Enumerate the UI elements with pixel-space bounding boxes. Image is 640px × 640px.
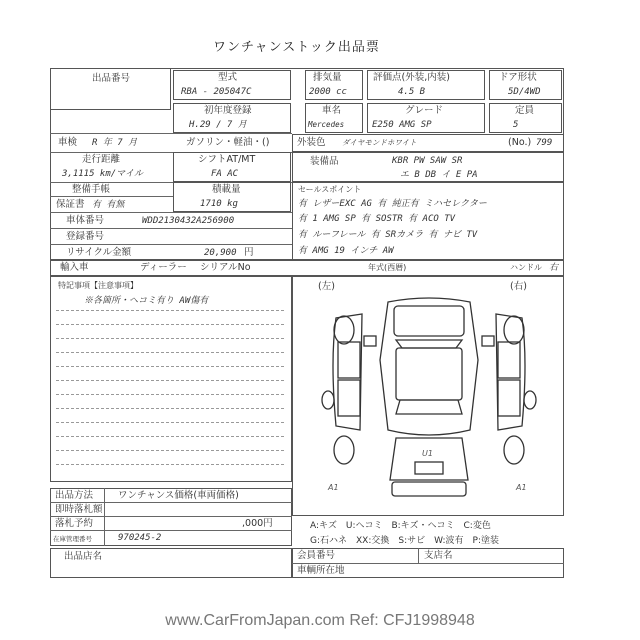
color-no-value: 799 bbox=[536, 138, 553, 148]
recycle-value: 20,900 bbox=[204, 248, 237, 258]
car-right-door-rear bbox=[498, 380, 520, 416]
handle-value: 右 bbox=[549, 263, 559, 273]
legend-line-1: A:キズ U:ヘコミ B:キズ・ヘコミ C:変色 bbox=[310, 521, 491, 531]
instant-row-divider bbox=[50, 516, 292, 517]
car-left-door-front bbox=[338, 342, 360, 378]
vin-label: 車体番号 bbox=[66, 215, 105, 226]
price-value: ,000円 bbox=[242, 518, 273, 529]
spare-wheel-left bbox=[322, 391, 334, 409]
lot-number-label: 出品番号 bbox=[92, 73, 131, 84]
vin-divider bbox=[50, 212, 292, 213]
serial-label: シリアルNo bbox=[200, 262, 251, 273]
wheel-rear-left bbox=[334, 436, 354, 464]
door-label: ドア形状 bbox=[499, 72, 537, 83]
car-right-door-front bbox=[498, 342, 520, 378]
registration-divider bbox=[50, 228, 292, 229]
spare-wheel-right bbox=[524, 391, 536, 409]
mileage-value: 3,1115 km/マイル bbox=[62, 169, 144, 179]
method-divider bbox=[104, 488, 105, 546]
location-label: 車輌所在地 bbox=[297, 565, 345, 576]
first-reg-value: H.29 / 7 月 bbox=[189, 120, 247, 130]
inspection-label: 車検 bbox=[58, 137, 78, 148]
color-label: 外装色 bbox=[297, 137, 326, 148]
shift-label: シフトAT/MT bbox=[198, 154, 256, 165]
method-value: ワンチャンス価格(車両価格) bbox=[118, 490, 239, 501]
registration-label: 登録番号 bbox=[66, 231, 105, 242]
year-label: 年式(西暦) bbox=[368, 263, 407, 272]
warranty-label: 保証書 bbox=[56, 199, 85, 210]
car-roof bbox=[396, 348, 462, 400]
sales-points-label: セールスポイント bbox=[298, 185, 362, 194]
member-col-divider bbox=[418, 548, 419, 563]
reserve-row-divider bbox=[50, 530, 292, 531]
method-row-divider bbox=[50, 502, 292, 503]
watermark: www.CarFromJapan.com Ref: CFJ1998948 bbox=[0, 602, 640, 640]
car-rear-bumper bbox=[392, 482, 466, 496]
wheel-rear-right bbox=[504, 436, 524, 464]
inspection-value: R 年 7 月 bbox=[92, 138, 138, 148]
car-hood bbox=[394, 306, 464, 336]
car-left-door-rear bbox=[338, 380, 360, 416]
car-windshield bbox=[396, 340, 462, 348]
model-label: 型式 bbox=[218, 72, 238, 83]
capacity-value: 5 bbox=[513, 120, 519, 130]
color-no-label: (No.) bbox=[508, 137, 532, 148]
capacity-label: 定員 bbox=[515, 105, 535, 116]
grade-label: グレード bbox=[405, 105, 444, 116]
mileage-label: 走行距離 bbox=[82, 154, 121, 165]
shop-label: 出品店名 bbox=[64, 551, 103, 562]
row3-divider bbox=[50, 133, 292, 134]
shift-value: FA AC bbox=[211, 169, 239, 179]
vin-value: WDD2130432A256900 bbox=[142, 216, 235, 226]
damage-mark: U1 bbox=[422, 449, 433, 458]
recycle-unit: 円 bbox=[244, 247, 254, 258]
stock-label: 在庫管理番号 bbox=[53, 535, 92, 543]
recycle-label: リサイクル金額 bbox=[66, 247, 132, 258]
damage-mark: A1 bbox=[516, 483, 527, 492]
member-row-divider bbox=[292, 563, 564, 564]
import-row bbox=[50, 260, 564, 276]
fuel-label: ガソリン・軽油・() bbox=[186, 137, 270, 148]
equipment-line1: KBR PW SAW SR bbox=[392, 156, 463, 166]
diagram-left-label: (左) bbox=[318, 281, 335, 292]
grade-value: E250 AMG SP bbox=[372, 120, 432, 130]
car-right-side bbox=[496, 314, 525, 430]
wheel-front-left bbox=[334, 316, 354, 344]
legend-line-2: G:石ハネ XX:交換 S:サビ W:波有 P:塗装 bbox=[310, 536, 499, 546]
import-label: 輸入車 bbox=[60, 262, 89, 273]
model-value: RBA - 205047C bbox=[181, 87, 252, 97]
diagram-right-label: (右) bbox=[510, 281, 527, 292]
wheel-front-right bbox=[504, 316, 524, 344]
weight-value: 1710 kg bbox=[200, 199, 238, 209]
mirror-left bbox=[364, 336, 376, 346]
member-label: 会員番号 bbox=[297, 550, 336, 561]
recycle-divider bbox=[50, 244, 292, 245]
branch-label: 支店名 bbox=[424, 550, 453, 561]
sales-point-line: 有 レザーEXC AG 有 純正有 ミハセレクター bbox=[298, 199, 487, 209]
displacement-value: 2000 cc bbox=[309, 87, 347, 97]
warranty-divider bbox=[50, 196, 173, 197]
dealer-label: ディーラー bbox=[140, 262, 187, 273]
maker-label: 車名 bbox=[322, 105, 342, 116]
reserve-label: 落札予約 bbox=[55, 518, 94, 529]
damage-mark: A1 bbox=[328, 483, 339, 492]
weight-label: 積載量 bbox=[212, 184, 241, 195]
equipment-line2: エ B DB イ E PA bbox=[400, 170, 478, 180]
method-label: 出品方法 bbox=[55, 490, 94, 501]
mirror-right bbox=[482, 336, 494, 346]
door-value: 5D/4WD bbox=[508, 87, 541, 97]
car-rear-plate bbox=[415, 462, 443, 474]
stock-value: 970245-2 bbox=[118, 533, 162, 543]
grade-score-value: 4.5 B bbox=[398, 87, 426, 97]
first-reg-label: 初年度登録 bbox=[204, 105, 252, 116]
record-label: 整備手帳 bbox=[72, 184, 111, 195]
notes-title: 特記事項【注意事項】 bbox=[58, 281, 138, 290]
sales-point-line: 有 ルーフレール 有 SRカメラ 有 ナビ TV bbox=[298, 230, 478, 240]
color-value: ダイヤモンドホワイト bbox=[342, 138, 417, 147]
sales-point-line: 有 1 AMG SP 有 SOSTR 有 ACO TV bbox=[298, 214, 456, 224]
car-rear-window bbox=[396, 400, 462, 414]
equipment-label: 装備品 bbox=[310, 156, 339, 167]
maker-value: Mercedes bbox=[308, 120, 345, 129]
handle-label: ハンドル bbox=[510, 263, 542, 272]
grade-score-label: 評価点(外装,内装) bbox=[373, 72, 450, 83]
instant-label: 即時落札額 bbox=[55, 504, 103, 515]
sales-point-line: 有 AMG 19 インチ AW bbox=[298, 246, 394, 256]
displacement-label: 排気量 bbox=[313, 72, 342, 83]
notes-first-line: ※各箇所・ヘコミ有り AW傷有 bbox=[84, 296, 209, 306]
warranty-value: 有 有無 bbox=[92, 200, 125, 210]
page-title: ワンチャンストック出品票 bbox=[213, 40, 380, 55]
car-diagram bbox=[300, 290, 558, 510]
